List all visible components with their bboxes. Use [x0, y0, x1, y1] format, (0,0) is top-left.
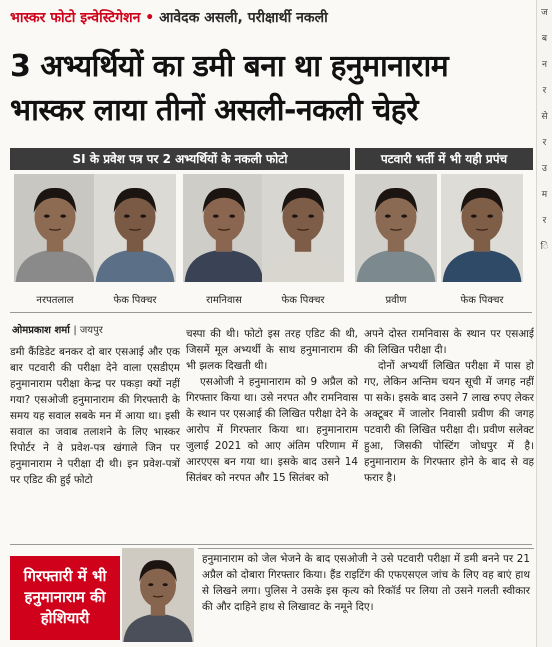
photo-band-si: SI के प्रवेश पत्र पर 2 अभ्यर्थियों के नकली फोटो — [10, 148, 350, 170]
photo-caption: रामनिवास — [206, 295, 242, 306]
candidate-photo — [14, 174, 96, 282]
headline-line-2: भास्कर लाया तीनों असली-नकली चेहरे — [10, 93, 418, 128]
candidate-photo — [262, 174, 344, 282]
article-column-1 — [10, 344, 180, 540]
sidebox-photo — [122, 548, 194, 642]
photo-caption: फेक पिक्चर — [460, 295, 504, 306]
edge-fragment: ब — [541, 34, 548, 44]
article-paragraph: डमी कैंडिडेट बनकर दो बार एसआई और एक बार पटवारी की परीक्षा देने वाला एसडीएम हनुमानाराम परीक्षा केन्द्र पर पकड़ा क्यों नहीं गया? एसओजी हनुमानाराम की गिरफ्तारी के समय यह सवाल सबके मन में आया था। इसी सवाल का जवाब तलाशने के लिए भास्कर रिपोर्टर ने वे प्रवेश-पत्र खंगाले जिन पर हनुमानाराम ने परीक्षा दी थी। इन प्रवेश-पत्रों पर एडिट की हुई फोटो — [10, 346, 180, 486]
byline-author: ओमप्रकाश शर्मा — [12, 325, 70, 336]
photo-caption: फेक पिक्चर — [113, 295, 157, 306]
article-column-2 — [186, 326, 358, 540]
candidate-photo — [355, 174, 437, 282]
hanumanaram-photo — [122, 548, 194, 642]
adjacent-page-edge — [536, 0, 552, 647]
section-divider — [10, 312, 532, 313]
sidebox-text: हनुमानाराम को जेल भेजने के बाद एसओजी ने उसे पटवारी परीक्षा में डमी बनने पर 21 अप्रैल को दोबारा गिरफ्तार किया। हैंड राइटिंग की एफएसएल जांच के लिए वह बाएं हाथ से लिखने लगा। पुलिस ने उसके इस कृत्य को रिकॉर्ड पर लिया तो उसने गलती स्वीकार की और दाहिने हाथ से लिखावट के नमूने दिए। — [198, 548, 534, 642]
headline-line-1: 3 अभ्यर्थियों का डमी बना था हनुमानाराम — [10, 49, 449, 84]
kicker-subject: आवेदक असली, परीक्षार्थी नकली — [159, 10, 328, 26]
kicker-separator: • — [145, 10, 155, 26]
edge-fragment: न — [542, 60, 547, 70]
photo-caption: नरपतलाल — [36, 295, 74, 306]
edge-fragment: म — [541, 190, 548, 200]
sidebox-title: गिरफ्तारी में भी हनुमानाराम की होशियारी — [10, 556, 120, 640]
edge-fragment: र — [542, 216, 547, 226]
candidate-photo — [441, 174, 523, 282]
article-paragraph: दोनों अभ्यर्थी लिखित परीक्षा में पास हो गए, लेकिन अन्तिम चयन सूची में जगह नहीं पा सके। इसके बाद उसने 7 लाख रुपए लेकर अक्टूबर में जालोर निवासी प्रवीण की जगह पटवारी की लिखित परीक्षा दी। प्रवीण सलेक्ट हुआ, जिसकी पोस्टिंग जोधपुर में है। हनुमानाराम के गिरफ्तार होने के बाद से वह फरार है। — [364, 360, 534, 484]
candidate-photo — [183, 174, 265, 282]
photo-caption: प्रवीण — [385, 295, 407, 306]
byline — [12, 322, 103, 336]
article-paragraph: एसओजी ने हनुमानाराम को 9 अप्रैल को गिरफ्तार किया था। उसे नरपत और रामनिवास के स्थान पर एसआई की लिखित परीक्षा देने के आरोप में गिरफ्तार किया था। हनुमानाराम जुलाई 2021 को आए अंतिम परिणाम में आरएएस बन गया था। इसके बाद उसने 14 सितंबर को नरपत और 15 सितंबर को — [186, 376, 358, 484]
kicker-brand: भास्कर फोटो इन्वेस्टिगेशन — [10, 10, 141, 26]
byline-place: | जयपुर — [73, 325, 103, 336]
edge-fragment: र — [542, 86, 547, 96]
kicker-line — [10, 8, 328, 27]
edge-fragment: उ — [542, 164, 547, 174]
sidebox-divider — [10, 544, 532, 545]
photo-caption: फेक पिक्चर — [281, 295, 325, 306]
article-paragraph: चस्पा की थी। फोटो इस तरह एडिट की थी, जिसमें मूल अभ्यर्थी के साथ हनुमानाराम की भी झलक दिखती थी। — [186, 328, 358, 372]
edge-fragment: से — [541, 112, 548, 122]
article-column-3 — [364, 326, 534, 540]
article-paragraph: अपने दोस्त रामनिवास के स्थान पर एसआई की लिखित परीक्षा दी। — [364, 328, 534, 356]
edge-fragment: ज — [541, 8, 548, 18]
photo-band-patwari: पटवारी भर्ती में भी यही प्रपंच — [355, 148, 533, 170]
edge-fragment: र — [542, 138, 547, 148]
edge-fragment: ि — [540, 242, 549, 252]
candidate-photo — [94, 174, 176, 282]
